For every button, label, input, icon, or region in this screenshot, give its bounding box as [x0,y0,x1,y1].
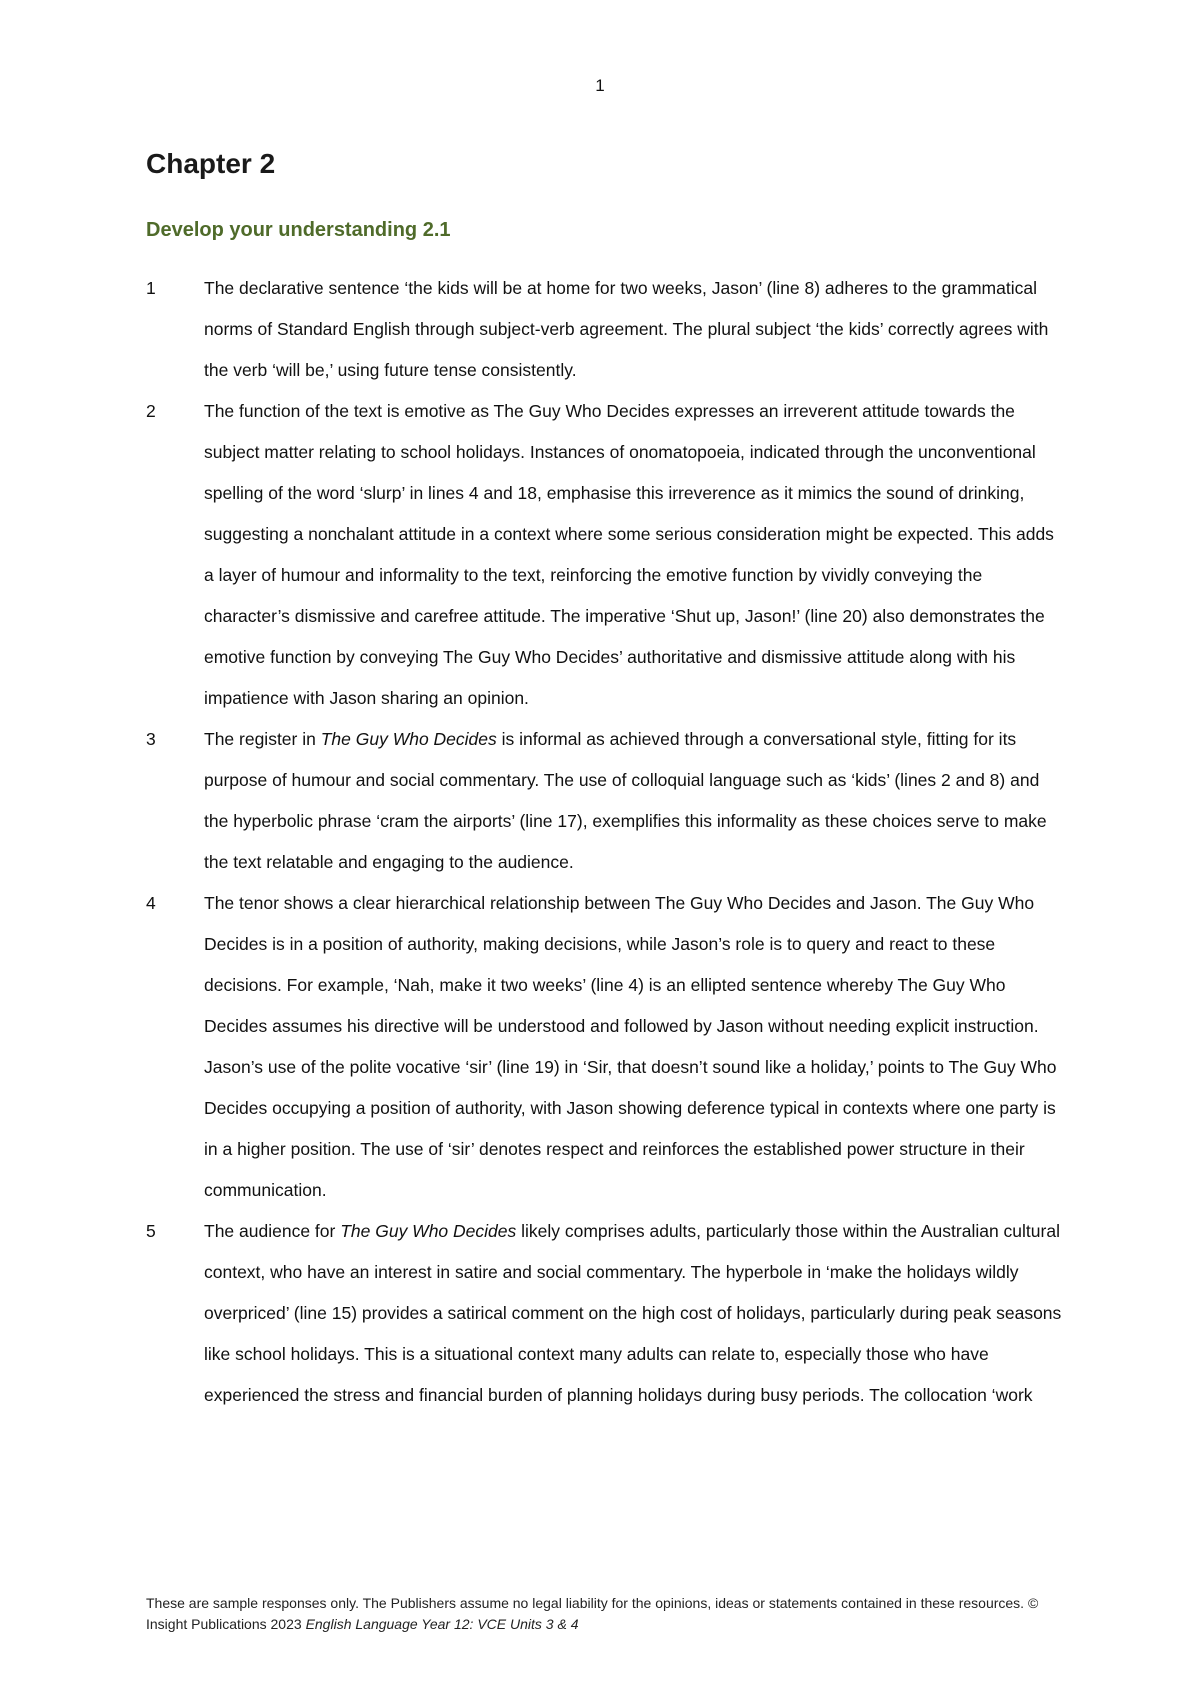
answer-number: 2 [146,401,156,421]
text-title-italic: The Guy Who Decides [320,729,497,749]
answer-number: 3 [146,729,156,749]
answer-number: 5 [146,1221,156,1241]
answer-item [146,719,1066,883]
answer-text: The declarative sentence ‘the kids will be at home for two weeks, Jason’ (line 8) adheres to the grammatical norms of Standard English through subject-verb agreement. The plural subject ‘the kids’ correctly agrees with the verb ‘will be,’ using future tense consistently. [204,278,1049,380]
page-number: 1 [595,76,605,95]
answer-list [146,268,1066,1416]
answer-text: The tenor shows a clear hierarchical relationship between The Guy Who Decides and Jason. The Guy Who Decides is in a position of authority, making decisions, while Jason’s role is to query and react to these decisions. For example, ‘Nah, make it two weeks’ (line 4) is an ellipted sentence whereby The Guy Who Decides assumes his directive will be understood and followed by Jason without needing explicit instruction. Jason’s use of the polite vocative ‘sir’ (line 19) in ‘Sir, that doesn’t sound like a holiday,’ points to The Guy Who Decides occupying a position of authority, with Jason showing deference typical in contexts where one party is in a higher position. The use of ‘sir’ denotes respect and reinforces the established power structure in their communication. [204,893,1057,1200]
answer-number: 1 [146,278,156,298]
answer-text [204,719,1066,883]
answer-item [146,883,1066,1211]
answer-text-lead: The register in [204,729,321,749]
footer-disclaimer [146,1593,1066,1635]
footer-text: These are sample responses only. The Publishers assume no legal liability for the opinions, ideas or statements contained in these resources. © Insight Publications 2023 [146,1595,1039,1632]
chapter-title: Chapter 2 [146,148,276,179]
answer-item [146,391,1066,719]
answer-item [146,1211,1066,1416]
answer-text-lead: The audience for [204,1221,341,1241]
answer-item [146,268,1066,391]
answer-text: The function of the text is emotive as The Guy Who Decides expresses an irreverent attitude towards the subject matter relating to school holidays. Instances of onomatopoeia, indicated through the unconventional spelling of the word ‘slurp’ in lines 4 and 18, emphasise this irreverence as it mimics the sound of drinking, suggesting a nonchalant attitude in a context where some serious consideration might be expected. This adds a layer of humour and informality to the text, reinforcing the emotive function by vividly conveying the character’s dismissive and carefree attitude. The imperative ‘Shut up, Jason!’ (line 20) also demonstrates the emotive function by conveying The Guy Who Decides’ authoritative and dismissive attitude along with his impatience with Jason sharing an opinion. [204,401,1054,708]
section-heading: Develop your understanding 2.1 [146,219,451,241]
answer-number: 4 [146,893,156,913]
answer-text-rest: likely comprises adults, particularly those within the Australian cultural context, who have an interest in satire and social commentary. The hyperbole in ‘make the holidays wildly overpriced’ (line 15) provides a satirical comment on the high cost of holidays, particularly during peak seasons like school holidays. This is a situational context many adults can relate to, especially those who have experienced the stress and financial burden of planning holidays during busy periods. The collocation ‘work [204,1221,1062,1405]
answer-text-rest: is informal as achieved through a conversational style, fitting for its purpose of humour and social commentary. The use of colloquial language such as ‘kids’ (lines 2 and 8) and the hyperbolic phrase ‘cram the airports’ (line 17), exemplifies this informality as these choices serve to make the text relatable and engaging to the audience. [204,729,1047,872]
text-title-italic: The Guy Who Decides [340,1221,517,1241]
answer-text [204,1211,1066,1416]
footer-book-title: English Language Year 12: VCE Units 3 & 4 [305,1616,579,1632]
